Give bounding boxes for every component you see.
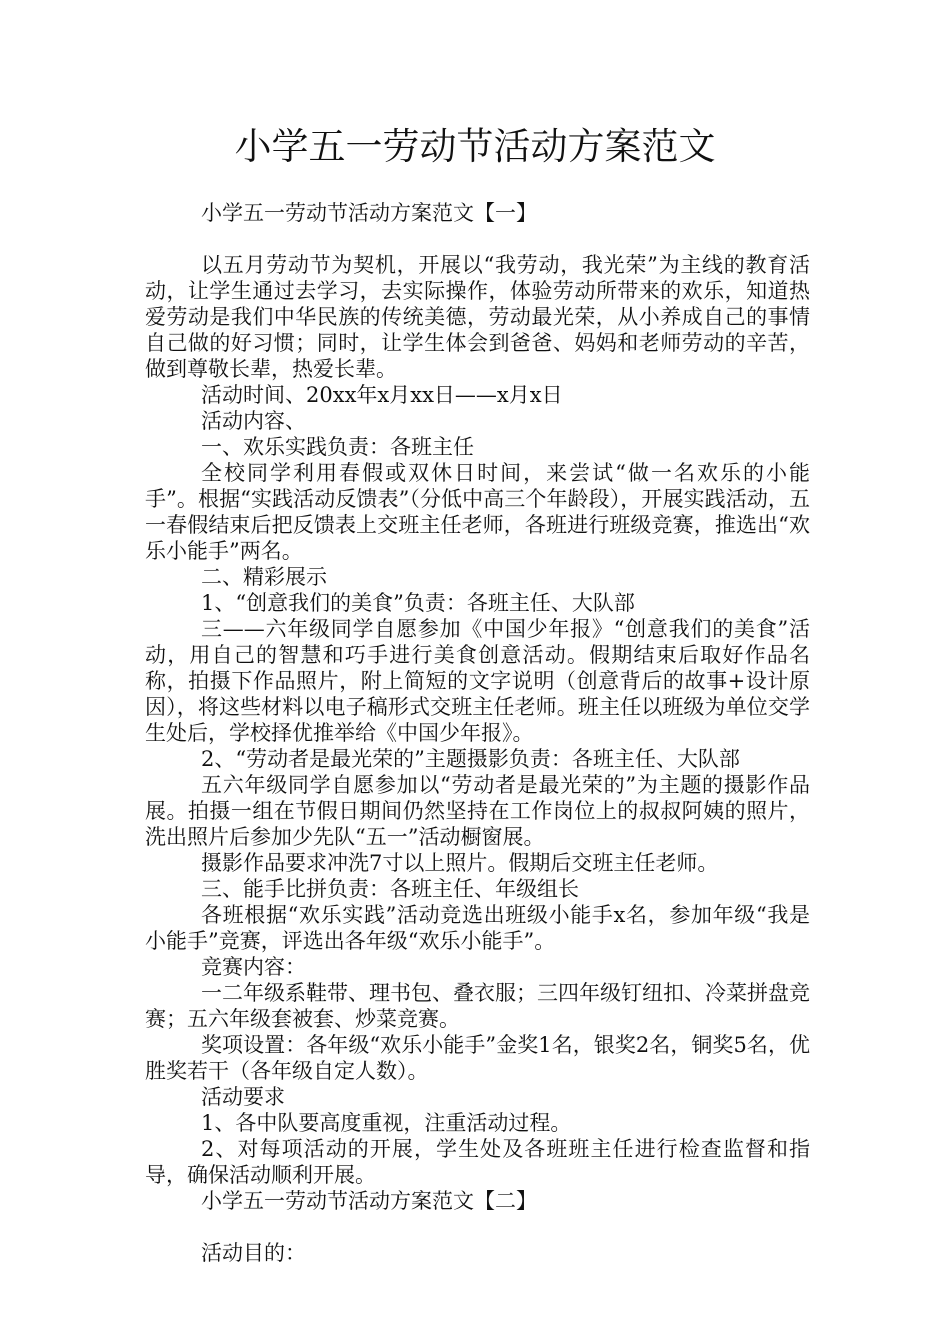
part2-item1-heading: 1、“创意我们的美食”负责：各班主任、大队部 — [201, 591, 635, 615]
contest-body: 一二年级系鞋带、理书包、叠衣服；三四年级钉纽扣、冷菜拼盘竞赛；五六年级套被套、炒菜竞赛。 — [145, 981, 810, 1031]
part1-body: 全校同学利用春假或双休日时间，来尝试“做一名欢乐的小能手”。根据“实践活动反馈表”（分低中高三个年龄段），开展实践活动，五一春假结束后把反馈表上交班主任老师，各班进行班级竞赛，推选出“欢乐小能手”两名。 — [145, 461, 810, 563]
part1-heading: 一、欢乐实践负责：各班主任 — [201, 435, 474, 459]
document-body — [145, 200, 810, 1266]
awards-paragraph: 奖项设置：各年级“欢乐小能手”金奖1名，银奖2名，铜奖5名，优胜奖若干（各年级自定人数）。 — [145, 1033, 810, 1083]
purpose-label: 活动目的： — [201, 1241, 306, 1265]
activity-content-label: 活动内容、 — [201, 409, 306, 433]
requirements-label: 活动要求 — [201, 1085, 285, 1109]
requirement-1: 1、各中队要高度重视，注重活动过程。 — [201, 1111, 572, 1135]
part2-item1-body: 三——六年级同学自愿参加《中国少年报》“创意我们的美食”活动，用自己的智慧和巧手进行美食创意活动。假期结束后取好作品名称，拍摄下作品照片，附上简短的文字说明（创意背后的故事+设计原因），将这些材料以电子稿形式交班主任老师。班主任以班级为单位交学生处后，学校择优推举给《中国少年报》。 — [145, 617, 810, 745]
part2-item2-requirement: 摄影作品要求冲洗7寸以上照片。假期后交班主任老师。 — [201, 851, 719, 875]
requirement-2: 2、对每项活动的开展，学生处及各班班主任进行检查监督和指导，确保活动顺利开展。 — [145, 1137, 810, 1187]
part2-item2-heading: 2、“劳动者是最光荣的”主题摄影负责：各班主任、大队部 — [201, 747, 740, 771]
part3-heading: 三、能手比拼负责：各班主任、年级组长 — [201, 877, 579, 901]
part2-heading: 二、精彩展示 — [201, 565, 327, 589]
document-title: 小学五一劳动节活动方案范文 — [234, 125, 716, 168]
part2-item2-body: 五六年级同学自愿参加以“劳动者是最光荣的”为主题的摄影作品展。拍摄一组在节假日期间仍然坚持在工作岗位上的叔叔阿姨的照片，洗出照片后参加少先队“五一”活动橱窗展。 — [145, 773, 810, 849]
blank-line — [145, 1214, 810, 1240]
intro-paragraph: 以五月劳动节为契机，开展以“我劳动，我光荣”为主线的教育活动，让学生通过去学习，去实际操作，体验劳动所带来的欢乐，知道热爱劳动是我们中华民族的传统美德，劳动最光荣，从小养成自己的事情自己做的好习惯；同时，让学生体会到爸爸、妈妈和老师劳动的辛苦，做到尊敬长辈，热爱长辈。 — [145, 253, 810, 381]
section-heading-1: 小学五一劳动节活动方案范文【一】 — [201, 201, 537, 225]
contest-label: 竞赛内容： — [201, 955, 306, 979]
section-heading-2: 小学五一劳动节活动方案范文【二】 — [201, 1189, 537, 1213]
activity-time: 活动时间、20xx年x月xx日——x月x日 — [201, 383, 563, 407]
part3-body: 各班根据“欢乐实践”活动竞选出班级小能手x名，参加年级“我是小能手”竞赛，评选出各年级“欢乐小能手”。 — [145, 903, 810, 953]
blank-line — [145, 226, 810, 252]
